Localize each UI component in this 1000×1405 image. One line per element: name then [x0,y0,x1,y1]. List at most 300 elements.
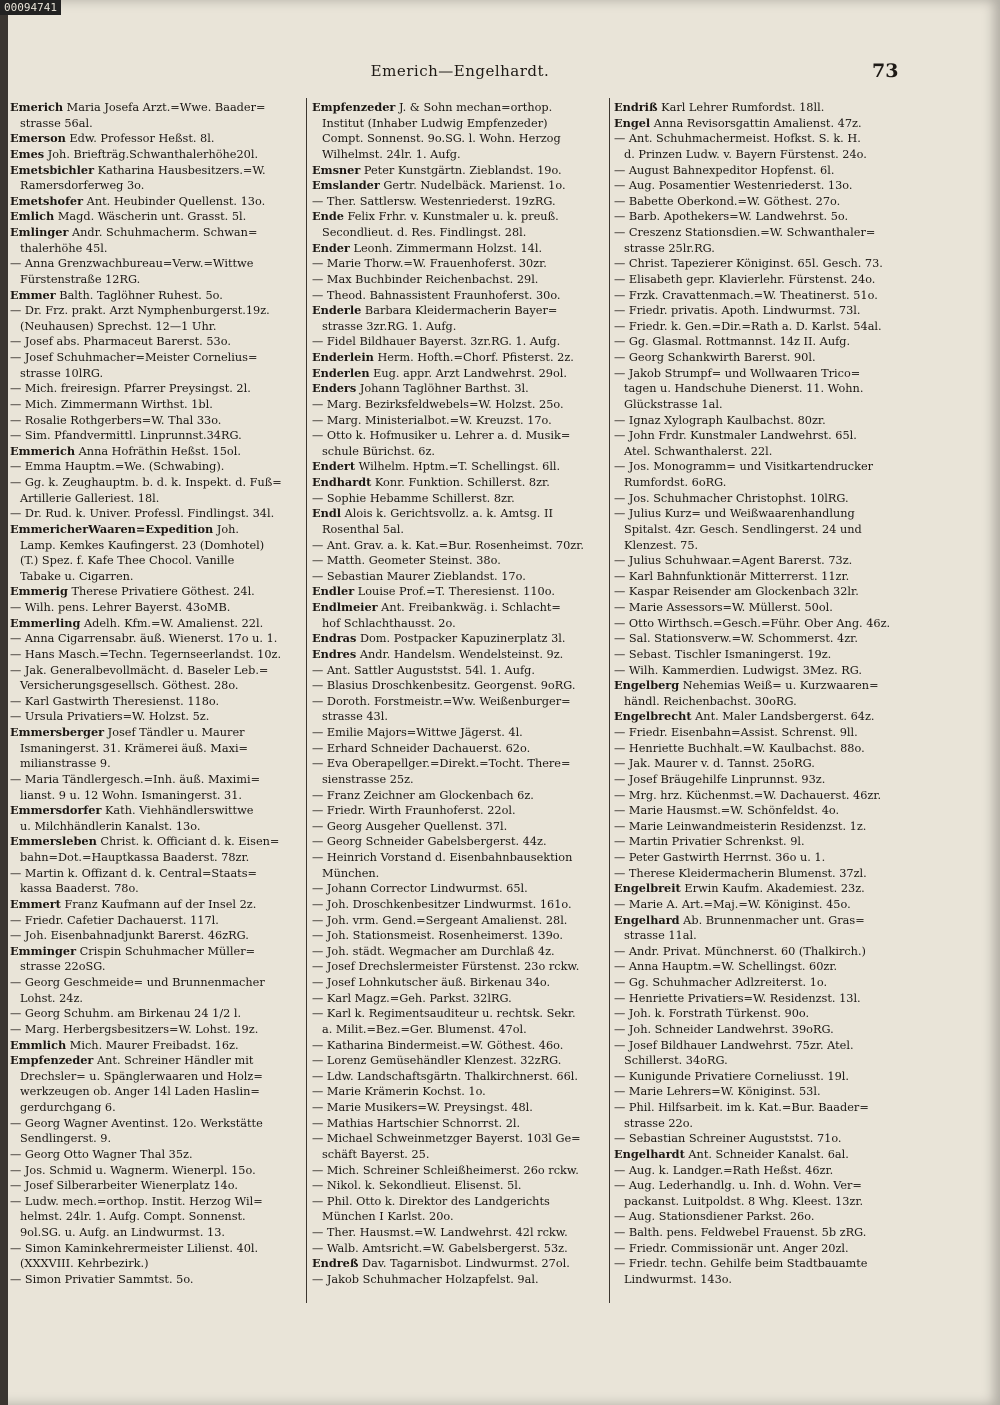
entry-details: Balth. Taglöhner Ruhest. 5o. [55,288,223,302]
entry-details: Leonh. Zimmermann Holzst. 14l. [349,241,543,255]
entry-details: Josef Tändler u. Maurer [104,726,245,739]
directory-subentry: — Friedr. Commissionär unt. Anger 20zl. [614,1241,849,1255]
entry-continuation: Fürstenstraße 12RG. [20,272,141,286]
entry-details: Dav. Tagarnisbot. Lindwurmst. 27ol. [358,1257,570,1271]
directory-entry [312,475,610,491]
entry-surname: Emsner [312,162,361,177]
entry-surname: Engelhardt [614,1146,685,1161]
entry-details: Gertr. Nudelbäck. Marienst. 1o. [379,179,566,193]
directory-entry [312,459,610,475]
directory-subentry: — Jakob Schuhmacher Holzapfelst. 9al. [312,1272,539,1286]
directory-subentry: — Emma Hauptm.=We. (Schwabing). [10,460,225,474]
directory-entry [10,209,308,225]
directory-entry [312,178,610,194]
directory-subentry: — Josef Silberarbeiter Wienerplatz 14o. [10,1179,238,1193]
directory-subentry: — Joh. k. Forstrath Türkenst. 90o. [614,1007,810,1021]
directory-subentry: — Andr. Privat. Münchnerst. 60 (Thalkirch.) [614,944,866,958]
entry-details: Herm. Hofth.=Chorf. Pfisterst. 2z. [373,351,574,364]
directory-subentry: — Jos. Schuhmacher Christophst. 10lRG. [614,491,849,505]
entry-surname: Endras [312,631,357,646]
directory-entry [312,350,610,366]
entry-details: Ant. Schneider Kanalst. 6al. [684,1147,849,1161]
entry-details: Ant. Freibankwäg. i. Schlacht= [377,601,561,614]
directory-entry [312,209,610,225]
entry-continuation: hof Schlachthausst. 2o. [322,616,456,630]
directory-subentry: — Marie A. Art.=Maj.=W. Königinst. 45o. [614,897,851,911]
entry-continuation: Compt. Sonnenst. 9o.SG. l. Wohn. Herzog [322,132,561,146]
entry-continuation: werkzeugen ob. Anger 14l Laden Haslin= [20,1085,260,1099]
entry-details: Wilhelm. Hptm.=T. Schellingst. 6ll. [355,460,561,474]
directory-entry [10,444,308,460]
directory-subentry: — Walb. Amtsricht.=W. Gabelsbergerst. 53z. [312,1241,568,1255]
entry-continuation: Versicherungsgesellsch. Göthest. 28o. [20,679,239,693]
directory-subentry: — Doroth. Forstmeistr.=Ww. Weißenburger= [312,694,571,708]
entry-continuation: u. Milchhändlerin Kanalst. 13o. [20,819,201,833]
entry-surname: Engelberg [614,678,680,693]
entry-continuation: München I Karlst. 20o. [322,1210,454,1224]
directory-subentry: — Joh. städt. Wegmacher am Durchlaß 4z. [312,944,555,958]
directory-entry [312,100,610,116]
entry-continuation: 9ol.SG. u. Aufg. an Lindwurmst. 13. [20,1226,225,1239]
directory-subentry: — Heinrich Vorstand d. Eisenbahnbausektion [312,851,573,864]
directory-subentry: — August Bahnexpeditor Hopfenst. 6l. [614,163,835,177]
entry-surname: Endert [312,459,356,474]
entry-continuation: strasse 43l. [322,710,388,724]
entry-surname: Emetshofer [10,193,84,208]
entry-continuation: packanst. Luitpoldst. 8 Whg. Kleest. 13zr. [624,1194,864,1208]
entry-details: Dom. Postpacker Kapuzinerplatz 3l. [356,632,566,646]
directory-subentry: — Sebast. Tischler Ismaningerst. 19z. [614,647,832,661]
directory-subentry: — Maria Tändlergesch.=Inh. äuß. Maximi= [10,772,261,786]
directory-entry [10,616,308,632]
directory-entry [10,100,308,116]
directory-subentry: — Sim. Pfandvermittl. Linprunnst.34RG. [10,429,242,443]
entry-surname: Ende [312,209,344,224]
directory-subentry: — Simon Privatier Sammtst. 5o. [10,1272,194,1286]
directory-subentry: — Erhard Schneider Dachauerst. 62o. [312,741,531,755]
directory-entry [10,944,308,960]
directory-subentry: — Johann Corrector Lindwurmst. 65l. [312,882,528,896]
entry-continuation: bahn=Dot.=Hauptkassa Baaderst. 78zr. [20,851,250,864]
directory-entry [312,647,610,663]
directory-subentry: — John Frdr. Kunstmaler Landwehrst. 65l. [614,429,857,443]
directory-subentry: — Georg Schneider Gabelsbergerst. 44z. [312,835,547,849]
entry-surname: Engelhard [614,912,680,927]
entry-continuation: sienstrasse 25z. [322,772,414,786]
directory-subentry: — Karl k. Regimentsauditeur u. rechtsk. Sekr. [312,1007,576,1021]
entry-details: Eug. appr. Arzt Landwehrst. 29ol. [369,366,567,380]
directory-subentry: — Marg. Ministerialbot.=W. Kreuzst. 17o. [312,413,552,427]
entry-continuation: lianst. 9 u. 12 Wohn. Ismaningerst. 31. [20,788,243,802]
directory-subentry: — Anna Cigarrensabr. äuß. Wienerst. 17o u. 1. [10,632,278,646]
directory-subentry: — Wilh. Kammerdien. Ludwigst. 3Mez. RG. [614,663,862,677]
entry-continuation: Ramersdorferweg 3o. [20,179,145,193]
directory-subentry: — Friedr. privatis. Apoth. Lindwurmst. 73l. [614,304,861,318]
entry-details: Mich. Maurer Freibadst. 16z. [66,1038,239,1052]
directory-subentry: — Max Buchbinder Reichenbachst. 29l. [312,272,539,286]
directory-subentry: — Marie Assessors=W. Müllerst. 50ol. [614,601,833,614]
entry-continuation: Spitalst. 4zr. Gesch. Sendlingerst. 24 und [624,522,862,536]
directory-subentry: — Otto Wirthsch.=Gesch.=Führ. Ober Ang. 46z. [614,616,891,630]
directory-subentry: — Anna Hauptm.=W. Schellingst. 60zr. [614,960,838,974]
entry-continuation: Lohst. 24z. [20,991,84,1005]
entry-surname: Emmerich [10,443,76,458]
directory-subentry: — Georg Schuhm. am Birkenau 24 1/2 l. [10,1007,242,1021]
directory-subentry: — Anna Grenzwachbureau=Verw.=Wittwe [10,257,254,271]
directory-subentry: — Sophie Hebamme Schillerst. 8zr. [312,491,515,505]
directory-subentry: — Marie Krämerin Kochst. 1o. [312,1085,486,1099]
entry-continuation: Artillerie Galleriest. 18l. [20,491,160,505]
entry-continuation: tagen u. Handschuhe Dienerst. 11. Wohn. [624,382,864,396]
entry-surname: Engelbreit [614,881,681,896]
directory-subentry: — Rosalie Rothgerbers=W. Thal 33o. [10,413,222,427]
directory-subentry: — Josef Bildhauer Landwehrst. 75zr. Atel. [614,1038,854,1052]
directory-subentry: — Jos. Monogramm= und Visitkartendrucker [614,460,874,474]
entry-surname: Enders [312,381,357,396]
entry-surname: Engelbrecht [614,709,692,724]
entry-continuation: strasse 3zr.RG. 1. Aufg. [322,319,457,333]
directory-subentry: — Josef Bräugehilfe Linprunnst. 93z. [614,772,826,786]
directory-subentry: — Jak. Maurer v. d. Tannst. 25oRG. [614,757,815,771]
entry-continuation: gerdurchgang 6. [20,1101,116,1114]
directory-subentry: — Gg. k. Zeughauptm. b. d. k. Inspekt. d. Fuß= [10,476,282,489]
entry-continuation: Lindwurmst. 143o. [624,1272,732,1286]
directory-subentry: — Josef Lohnkutscher äuß. Birkenau 34o. [312,976,551,989]
directory-subentry: — Phil. Otto k. Direktor des Landgerichts [312,1194,550,1208]
entry-surname: Enderle [312,303,362,318]
entry-continuation: Klenzest. 75. [624,538,699,552]
entry-surname: Emes [10,146,45,161]
entry-details: Kath. Viehhändlerswittwe [101,804,254,818]
entry-continuation: Institut (Inhaber Ludwig Empfenzeder) [322,116,548,130]
entry-continuation: milianstrasse 9. [20,757,111,771]
entry-continuation: händl. Reichenbachst. 30oRG. [624,694,797,708]
directory-subentry: — Henriette Privatiers=W. Residenzst. 13l. [614,991,861,1005]
directory-subentry: — Aug. Posamentier Westenriederst. 13o. [614,179,853,193]
entry-surname: EmmericherWaaren=Expedition [10,521,214,536]
directory-subentry: — Georg Geschmeide= und Brunnenmacher [10,976,265,989]
entry-surname: Enderlein [312,350,374,364]
entry-details: Ab. Brunnenmacher unt. Gras= [679,913,865,927]
directory-subentry: — Josef Drechslermeister Fürstenst. 23o rckw. [312,960,580,974]
entry-surname: Emminger [10,943,77,958]
entry-surname: Endlmeier [312,600,378,614]
entry-continuation: strasse 10lRG. [20,366,104,380]
entry-continuation: kassa Baaderst. 78o. [20,882,139,896]
directory-subentry: — Henriette Buchhalt.=W. Kaulbachst. 88o. [614,741,865,755]
directory-subentry: — Ther. Sattlersw. Westenriederst. 19zRG. [312,194,556,208]
directory-subentry: — Kunigunde Privatiere Corneliusst. 19l. [614,1069,849,1083]
entry-surname: Emmerig [10,584,68,599]
directory-subentry: — Marie Leinwandmeisterin Residenzst. 1z. [614,819,867,833]
directory-subentry: — Friedr. Eisenbahn=Assist. Schrenst. 9ll. [614,726,858,739]
entry-continuation: strasse 56al. [20,116,93,130]
directory-subentry: — Aug. k. Landger.=Rath Heßst. 46zr. [614,1163,834,1177]
entry-continuation: Ismaningerst. 31. Krämerei äuß. Maxi= [20,741,249,755]
entry-details: Johann Taglöhner Barthst. 3l. [356,382,529,396]
directory-subentry: — Ant. Schuhmachermeist. Hofkst. S. k. H. [614,132,861,146]
entry-surname: Emerich [10,100,64,114]
directory-subentry: — Martin k. Offizant d. k. Central=Staats= [10,866,257,880]
entry-surname: Emslander [312,178,380,193]
directory-subentry: — Ldw. Landschaftsgärtn. Thalkirchnerst. 66l. [312,1069,578,1083]
entry-surname: Emmerling [10,615,81,630]
directory-subentry: — Fidel Bildhauer Bayerst. 3zr.RG. 1. Aufg. [312,335,561,349]
entry-surname: Emmersberger [10,725,105,739]
entry-surname: Endl [312,506,342,521]
entry-continuation: strasse 22oSG. [20,960,106,974]
entry-continuation: München. [322,866,380,880]
directory-subentry: — Babette Oberkond.=W. Göthest. 27o. [614,194,841,208]
directory-entry [312,1256,610,1272]
directory-subentry: — Blasius Droschkenbesitz. Georgenst. 9oRG. [312,679,576,693]
entry-continuation: Tabake u. Cigarren. [20,569,134,583]
directory-subentry: — Creszenz Stationsdien.=W. Schwanthaler= [614,226,876,239]
entry-details: Joh. [213,522,240,536]
entry-continuation: (Neuhausen) Sprechst. 12—1 Uhr. [20,319,217,333]
entry-continuation: Atel. Schwanthalerst. 22l. [624,444,773,458]
directory-subentry: — Friedr. techn. Gehilfe beim Stadtbauamte [614,1257,868,1271]
directory-subentry: — Simon Kaminkehrermeister Lilienst. 40l. [10,1241,259,1255]
directory-subentry: — Sal. Stationsverw.=W. Schommerst. 4zr. [614,632,858,646]
directory-entry [10,803,308,819]
directory-subentry: — Josef Schuhmacher=Meister Cornelius= [10,351,258,364]
directory-subentry: — Sebastian Maurer Zieblandst. 17o. [312,569,526,583]
entry-surname: Endreß [312,1256,359,1271]
directory-entry [10,288,308,304]
directory-entry [10,834,308,850]
directory-entry [10,1053,308,1069]
entry-surname: Ender [312,240,350,255]
entry-surname: Emlinger [10,225,69,239]
directory-subentry: — Josef abs. Pharmaceut Barerst. 53o. [10,335,231,349]
directory-subentry: — Theod. Bahnassistent Fraunhoferst. 30o. [312,288,561,302]
directory-subentry: — Gg. Glasmal. Rottmannst. 14z II. Aufg. [614,335,851,349]
directory-subentry: — Jak. Generalbevollmächt. d. Baseler Leb.= [10,663,269,677]
entry-details: Anna Revisorsgattin Amalienst. 47z. [650,116,862,130]
entry-continuation: schäft Bayerst. 25. [322,1147,430,1161]
page-number: 73 [872,60,899,82]
entry-surname: Endhardt [312,475,372,489]
directory-subentry: — Ludw. mech.=orthop. Instit. Herzog Wil= [10,1194,263,1208]
entry-surname: Emmlich [10,1037,67,1052]
entry-continuation: Rosenthal 5al. [322,522,404,536]
entry-continuation: thalerhöhe 45l. [20,241,108,255]
directory-column-2 [312,100,610,1288]
directory-entry [10,522,308,538]
directory-subentry: — Phil. Hilfsarbeit. im k. Kat.=Bur. Baader= [614,1101,869,1114]
entry-details: Maria Josefa Arzt.=Wwe. Baader= [63,101,266,114]
entry-details: Therese Privatiere Göthest. 24l. [67,585,255,599]
entry-continuation: Secondlieut. d. Res. Findlingst. 28l. [322,226,527,239]
directory-subentry: — Marie Thorw.=W. Frauenhoferst. 30zr. [312,257,547,271]
page-header-title: Emerich—Engelhardt. [370,62,550,80]
entry-continuation: schule Bürichst. 6z. [322,444,436,458]
directory-subentry: — Joh. Stationsmeist. Rosenheimerst. 139o. [312,929,563,943]
directory-subentry: — Hans Masch.=Techn. Tegernseerlandst. 10z. [10,647,282,661]
directory-subentry: — Gg. Schuhmacher Adlzreiterst. 1o. [614,976,828,989]
directory-entry [312,506,610,522]
directory-subentry: — Eva Oberapellger.=Direkt.=Tocht. There= [312,757,571,771]
entry-details: Karl Lehrer Rumfordst. 18ll. [657,101,825,114]
directory-subentry: — Ant. Sattler Auguststst. 54l. 1. Aufg. [312,663,535,677]
entry-surname: Emmersleben [10,834,97,849]
directory-entry [10,147,308,163]
entry-details: Joh. Briefträg.Schwanthalerhöhe20l. [44,147,259,161]
directory-entry [614,116,898,132]
directory-subentry: — Julius Kurz= und Weißwaarenhandlung [614,507,855,521]
directory-entry [312,600,610,616]
directory-subentry: — Peter Gastwirth Herrnst. 36o u. 1. [614,851,826,864]
directory-subentry: — Kaspar Reisender am Glockenbach 32lr. [614,585,859,599]
directory-subentry: — Joh. Eisenbahnadjunkt Barerst. 46zRG. [10,929,249,943]
entry-surname: Endres [312,646,357,661]
directory-subentry: — Barb. Apothekers=W. Landwehrst. 5o. [614,210,849,224]
entry-details: Alois k. Gerichtsvollz. a. k. Amtsg. II [341,507,553,521]
directory-subentry: — Aug. Lederhandlg. u. Inh. d. Wohn. Ver= [614,1179,862,1193]
directory-subentry: — Matth. Geometer Steinst. 38o. [312,554,501,568]
entry-details: Katharina Hausbesitzers.=W. [94,163,266,177]
entry-surname: Emerson [10,131,66,146]
directory-entry [312,303,610,319]
entry-details: Anna Hofräthin Heßst. 15ol. [75,444,241,458]
entry-details: Edw. Professor Heßst. 8l. [65,132,215,146]
directory-entry [10,131,308,147]
entry-continuation: strasse 25lr.RG. [624,241,715,255]
directory-subentry: — Elisabeth gepr. Klavierlehr. Fürstenst. 24o. [614,272,876,286]
directory-entry [312,163,610,179]
entry-surname: Endriß [614,100,658,114]
directory-subentry: — Georg Ausgeher Quellenst. 37l. [312,819,508,833]
directory-subentry: — Aug. Stationsdiener Parkst. 26o. [614,1210,815,1224]
directory-subentry: — Wilh. pens. Lehrer Bayerst. 43oMB. [10,601,231,614]
entry-surname: Endler [312,584,355,599]
entry-details: Peter Kunstgärtn. Zieblandst. 19o. [360,163,562,177]
entry-details: Konr. Funktion. Schillerst. 8zr. [371,476,550,489]
directory-subentry: — Nikol. k. Sekondlieut. Elisenst. 5l. [312,1179,522,1193]
directory-entry [614,1147,898,1163]
directory-entry [10,725,308,741]
directory-subentry: — Franz Zeichner am Glockenbach 6z. [312,788,534,802]
directory-subentry: — Friedr. Wirth Fraunhoferst. 22ol. [312,804,516,818]
directory-subentry: — Otto k. Hofmusiker u. Lehrer a. d. Musik= [312,429,571,443]
directory-subentry: — Marie Musikers=W. Preysingst. 48l. [312,1101,533,1114]
directory-subentry: — Katharina Bindermeist.=W. Göthest. 46o. [312,1038,564,1052]
entry-details: Adelh. Kfm.=W. Amalienst. 22l. [80,616,264,630]
directory-subentry: — Dr. Frz. prakt. Arzt Nymphenburgerst.19z. [10,304,270,318]
directory-subentry: — Joh. Schneider Landwehrst. 39oRG. [614,1022,834,1036]
directory-subentry: — Dr. Rud. k. Univer. Professl. Findlingst. 34l. [10,507,275,521]
directory-subentry: — Therese Kleidermacherin Blumenst. 37zl. [614,866,867,880]
directory-subentry: — Jos. Schmid u. Wagnerm. Wienerpl. 15o. [10,1163,256,1177]
directory-subentry: — Karl Gastwirth Theresienst. 118o. [10,694,220,708]
entry-surname: Emmert [10,896,61,911]
directory-subentry: — Marg. Herbergsbesitzers=W. Lohst. 19z. [10,1022,259,1036]
directory-entry [312,366,610,382]
directory-subentry: — Sebastian Schreiner Auguststst. 71o. [614,1132,842,1146]
directory-entry [10,194,308,210]
entry-continuation: strasse 11al. [624,929,697,943]
directory-subentry: — Christ. Tapezierer Königinst. 65l. Gesch. 73. [614,257,883,271]
directory-subentry: — Ignaz Xylograph Kaulbachst. 80zr. [614,413,826,427]
directory-subentry: — Marie Lehrers=W. Königinst. 53l. [614,1085,821,1099]
entry-surname: Enderlen [312,365,370,380]
entry-continuation: Drechsler= u. Spänglerwaaren und Holz= [20,1069,263,1083]
scan-id: 00094741 [0,0,61,15]
directory-entry [10,584,308,600]
entry-details: Crispin Schuhmacher Müller= [76,944,256,958]
entry-continuation: a. Milit.=Bez.=Ger. Blumenst. 47ol. [322,1022,527,1036]
directory-subentry: — Karl Magz.=Geh. Parkst. 32lRG. [312,991,512,1005]
directory-entry [10,225,308,241]
entry-details: Nehemias Weiß= u. Kurzwaaren= [679,679,879,693]
entry-surname: Empfenzeder [10,1053,94,1068]
directory-subentry: — Ursula Privatiers=W. Holzst. 5z. [10,710,210,724]
directory-entry [312,381,610,397]
directory-subentry: — Jakob Strumpf= und Wollwaaren Trico= [614,366,861,380]
directory-subentry: — Mrg. hrz. Küchenmst.=W. Dachauerst. 46zr. [614,788,882,802]
directory-entry [312,584,610,600]
directory-subentry: — Mich. freiresign. Pfarrer Preysingst. 2l. [10,382,251,396]
directory-subentry: — Frzk. Cravattenmach.=W. Theatinerst. 51o. [614,288,878,302]
entry-continuation: (XXXVIII. Kehrbezirk.) [20,1257,149,1271]
directory-column-3 [614,100,898,1288]
directory-subentry: — Joh. vrm. Gend.=Sergeant Amalienst. 28l. [312,913,568,927]
directory-subentry: — Mich. Zimmermann Wirthst. 1bl. [10,397,213,411]
directory-subentry: — Friedr. Cafetier Dachauerst. 117l. [10,913,219,927]
entry-continuation: strasse 22o. [624,1116,693,1130]
directory-entry [614,913,898,929]
entry-surname: Emmersdorfer [10,803,102,818]
directory-entry [10,1038,308,1054]
entry-surname: Emlich [10,209,55,224]
entry-details: Ant. Schreiner Händler mit [93,1054,254,1068]
entry-details: Franz Kaufmann auf der Insel 2z. [60,897,257,911]
directory-subentry: — Ant. Grav. a. k. Kat.=Bur. Rosenheimst. 70zr. [312,538,585,552]
directory-entry [10,163,308,179]
directory-subentry: — Marie Hausmst.=W. Schönfeldst. 4o. [614,804,840,818]
directory-subentry: — Michael Schweinmetzger Bayerst. 103l Ge= [312,1132,581,1146]
entry-continuation: d. Prinzen Ludw. v. Bayern Fürstenst. 24o. [624,147,867,161]
entry-surname: Emmer [10,287,56,302]
entry-surname: Emetsbichler [10,162,95,177]
directory-subentry: — Emilie Majors=Wittwe Jägerst. 4l. [312,726,523,739]
directory-subentry: — Mich. Schreiner Schleißheimerst. 26o rckw. [312,1163,579,1177]
entry-surname: Engel [614,115,651,130]
entry-continuation: (T.) Spez. f. Kafe Thee Chocol. Vanille [20,554,235,568]
entry-details: Felix Frhr. v. Kunstmaler u. k. preuß. [343,210,559,224]
directory-subentry: — Georg Wagner Aventinst. 12o. Werkstätte [10,1116,263,1130]
entry-details: Louise Prof.=T. Theresienst. 110o. [354,585,555,599]
directory-column-1 [10,100,308,1288]
directory-subentry: — Martin Privatier Schrenkst. 9l. [614,835,805,849]
entry-details: Andr. Schuhmacherm. Schwan= [68,226,258,239]
directory-entry [614,100,898,116]
entry-details: J. & Sohn mechan=orthop. [395,101,553,114]
entry-details: Erwin Kaufm. Akademiest. 23z. [680,882,865,896]
directory-subentry: — Georg Schankwirth Barerst. 90l. [614,351,816,364]
directory-entry [312,631,610,647]
entry-details: Barbara Kleidermacherin Bayer= [361,304,558,318]
entry-details: Ant. Maler Landsbergerst. 64z. [691,710,875,724]
entry-details: Andr. Handelsm. Wendelsteinst. 9z. [356,647,564,661]
entry-continuation: helmst. 24lr. 1. Aufg. Compt. Sonnenst. [20,1210,246,1224]
directory-entry [10,897,308,913]
entry-surname: Empfenzeder [312,100,396,114]
directory-entry [614,709,898,725]
directory-subentry: — Joh. Droschkenbesitzer Lindwurmst. 161o. [312,897,572,911]
entry-details: Magd. Wäscherin unt. Grasst. 5l. [54,210,247,224]
